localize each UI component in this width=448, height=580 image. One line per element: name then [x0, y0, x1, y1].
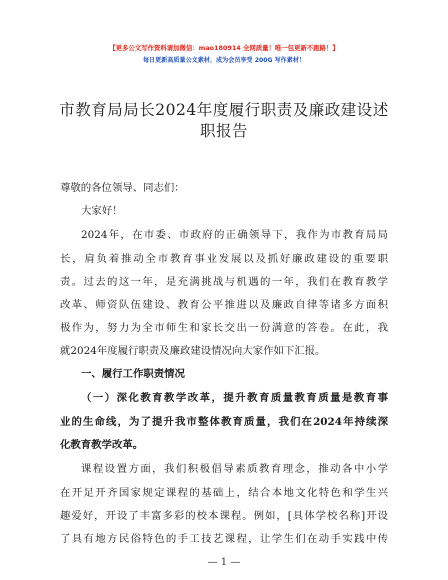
- promo-banner-line-1: 【更多公文写作资料请加微信：mao180914 全网质量！唯一包更新不跑路！】: [109, 44, 339, 52]
- subsection-heading-line: 化教育教学改革。: [60, 439, 144, 451]
- page-number: — 1 —: [207, 557, 241, 568]
- intro-line: 责。过去的这一年，是充满挑战与机遇的一年，我们在教育教学: [60, 276, 388, 288]
- paragraph-line: 课程设置方面，我们积极倡导素质教育理念，推动各中小学: [81, 463, 388, 475]
- greeting: 大家好！: [81, 205, 123, 217]
- paragraph-line: 趣爱好，开设了丰富多彩的校本课程。例如，[具体学校名称]开设: [60, 510, 388, 522]
- intro-line: 2024年，在市委、市政府的正确领导下，我作为市教育局局: [81, 229, 388, 241]
- document-title-line-1: 市教育局局长2024年度履行职责及廉政建设述: [59, 101, 389, 119]
- salutation: 尊敬的各位领导、同志们：: [60, 182, 185, 194]
- intro-line: 极作为，努力为全市师生和家长交出一份满意的答卷。在此，我: [60, 322, 388, 334]
- document-title-line-2: 职报告: [199, 122, 248, 140]
- promo-banner-line-2: 每日更新高质量公文素材，成为会员享受 200G 写作素材！: [142, 57, 306, 64]
- intro-line: 改革、师资队伍建设、教育公平推进以及廉政自律等诸多方面积: [60, 299, 388, 311]
- paragraph-line: 了具有地方民俗特色的手工技艺课程，让学生们在动手实践中传: [60, 533, 388, 545]
- intro-line: 长，肩负着推动全市教育事业发展以及抓好廉政建设的重要职: [60, 253, 388, 265]
- subsection-heading-line: （一）深化教育教学改革，提升教育质量教育质量是教育事: [81, 392, 388, 404]
- paragraph-line: 在开足开齐国家规定课程的基础上，结合本地文化特色和学生兴: [60, 487, 388, 499]
- section-heading: 一、履行工作职责情况: [81, 368, 185, 380]
- subsection-heading-line: 业的生命线，为了提升我市整体教育质量，我们在2024年持续深: [60, 416, 388, 428]
- intro-line: 就2024年度履行职责及廉政建设情况向大家作如下汇报。: [60, 345, 326, 357]
